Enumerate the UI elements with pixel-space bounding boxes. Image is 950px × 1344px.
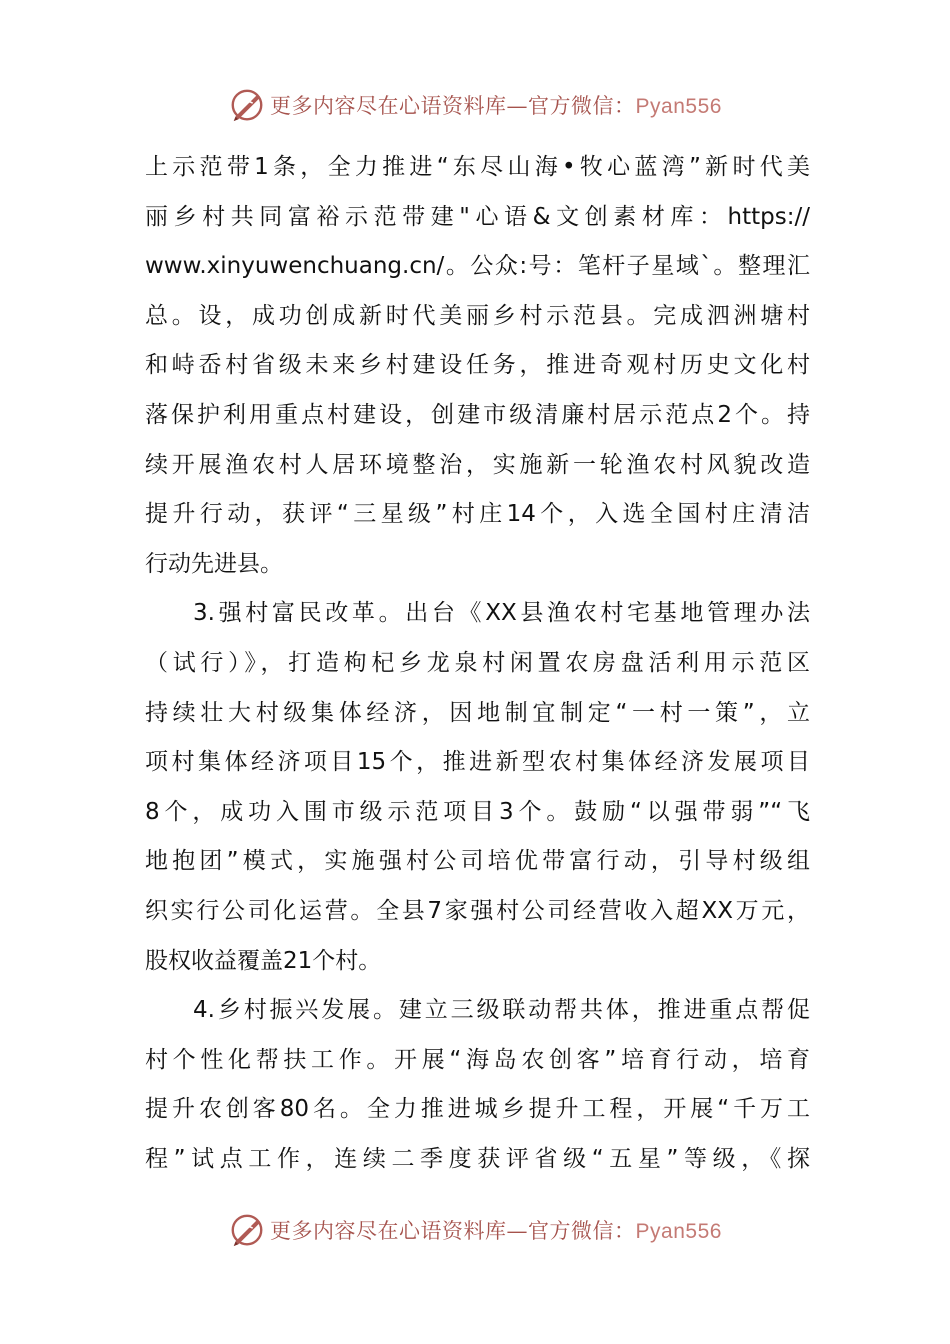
pen-logo-icon xyxy=(228,1211,266,1249)
text-line: 4.乡村振兴发展。建立三级联动帮共体，推进重点帮促 xyxy=(193,997,810,1024)
text-line: 行动先进县。 xyxy=(145,550,283,577)
text-line: 落保护利用重点村建设，创建市级清廉村居示范点2个。持 xyxy=(145,401,810,428)
text-line: 提升行动，获评“三星级”村庄14个，入选全国村庄清洁 xyxy=(145,501,810,528)
paragraph-2 xyxy=(145,589,810,986)
text-line: www.xinyuwenchuang.cn/。公众:号：笔杆子星域`。整理汇 xyxy=(145,253,810,280)
paragraph-1 xyxy=(145,143,810,589)
text-line: （试行）》，打造枸杞乡龙泉村闲置农房盘活利用示范区 xyxy=(145,649,810,676)
paragraph-3 xyxy=(145,986,810,1184)
text-line: 和峙岙村省级未来乡村建设任务，推进奇观村历史文化村 xyxy=(145,352,810,379)
text-line: 地抱团”模式，实施强村公司培优带富行动，引导村级组 xyxy=(145,848,810,875)
text-line: 丽乡村共同富裕示范带建"心语&文创素材库：https:// xyxy=(145,203,810,230)
text-line: 提升农创客80名。全力推进城乡提升工程，开展“千万工 xyxy=(145,1096,810,1123)
document-body xyxy=(145,143,810,1184)
text-line: 8个，成功入围市级示范项目3个。鼓励“以强带弱”“飞 xyxy=(145,798,810,825)
text-line: 项村集体经济项目15个，推进新型农村集体经济发展项目 xyxy=(145,749,810,776)
text-line: 上示范带1条，全力推进“东尽山海•牧心蓝湾”新时代美 xyxy=(145,154,810,180)
text-line: 村个性化帮扶工作。开展“海岛农创客”培育行动，培育 xyxy=(145,1046,810,1073)
text-line: 程”试点工作，连续二季度获评省级“五星”等级，《探 xyxy=(145,1145,810,1172)
text-line: 织实行公司化运营。全县7家强村公司经营收入超XX万元， xyxy=(145,897,810,924)
footer-banner xyxy=(0,1210,950,1250)
pen-logo-icon xyxy=(228,86,266,124)
banner-text: 更多内容尽在心语资料库—官方微信：Pyan556 xyxy=(270,94,722,118)
text-line: 股权收益覆盖21个村。 xyxy=(145,947,382,974)
banner-text: 更多内容尽在心语资料库—官方微信：Pyan556 xyxy=(270,1219,722,1243)
text-line: 续开展渔农村人居环境整治，实施新一轮渔农村风貌改造 xyxy=(145,451,810,478)
text-line: 总。设，成功创成新时代美丽乡村示范县。完成泗洲塘村 xyxy=(145,302,810,329)
header-banner xyxy=(0,85,950,125)
text-line: 持续壮大村级集体经济，因地制宜制定“一村一策”，立 xyxy=(145,699,810,726)
text-line: 3.强村富民改革。出台《XX县渔农村宅基地管理办法 xyxy=(193,600,810,627)
